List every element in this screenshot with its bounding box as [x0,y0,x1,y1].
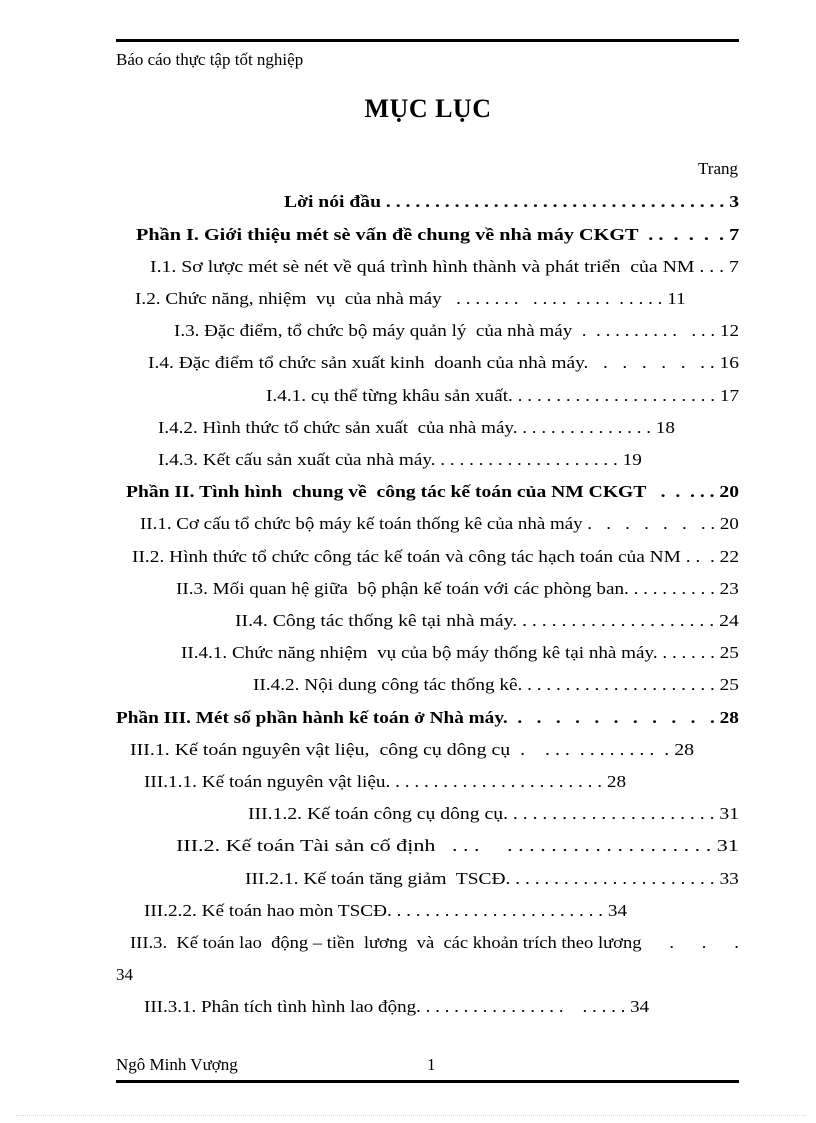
toc-entry[interactable]: III.1. Kế toán nguyên vật liệu, công cụ dông cụ . . . . . . . . . . . . . 28 [130,740,695,759]
toc-entry[interactable]: Phần II. Tình hình chung về công tác kế toán của NM CKGT . . . . . 20 [126,482,740,501]
toc-entry[interactable]: II.2. Hình thức tổ chức công tác kế toán và công tác hạch toán của NM . . . 22 [132,547,740,566]
page-boundary [16,1115,806,1116]
toc-entry[interactable]: II.3. Mối quan hệ giữa bộ phận kế toán với các phòng ban. . . . . . . . . . 23 [176,579,739,598]
toc-entry[interactable]: III.3.1. Phân tích tình hình lao động. . . . . . . . . . . . . . . . . . . . . 34 [144,997,650,1016]
header-rule [116,39,739,42]
toc-entry[interactable]: III.1.1. Kế toán nguyên vật liệu. . . . . . . . . . . . . . . . . . . . . . . 28 [144,772,627,791]
toc-entry[interactable]: Lời nói đầu . . . . . . . . . . . . . . . . . . . . . . . . . . . . . . . . . . . 3 [284,192,740,211]
page-title: MỤC LỤC [364,94,492,123]
toc-entry[interactable]: I.4.3. Kết cấu sản xuất của nhà máy. . . . . . . . . . . . . . . . . . . . 19 [158,450,642,469]
toc-entry[interactable]: III.2.1. Kế toán tăng giảm TSCĐ. . . . . . . . . . . . . . . . . . . . . . 33 [245,869,739,888]
toc-entry[interactable]: II.1. Cơ cấu tổ chức bộ máy kế toán thống kê của nhà máy . . . . . . . . 20 [140,514,739,533]
toc-entry[interactable]: Phần I. Giới thiệu mét sè vấn đề chung về nhà máy CKGT . . . . . . 7 [136,225,740,244]
toc-entry[interactable]: II.4.1. Chức năng nhiệm vụ của bộ máy thống kê tại nhà máy. . . . . . . 25 [181,643,739,662]
toc-entry[interactable]: I.4. Đặc điểm tổ chức sản xuất kinh doanh của nhà máy. . . . . . . . 16 [148,353,740,372]
toc-entry[interactable]: II.4.2. Nội dung công tác thống kê. . . . . . . . . . . . . . . . . . . . . 25 [253,675,739,694]
footer-page-number: 1 [427,1055,436,1074]
toc-entry[interactable]: III.2. Kế toán Tài sản cố định . . . . . . . . . . . . . . . . . . . . . . 31 [176,836,739,855]
toc-entry[interactable]: I.4.1. cụ thể từng khâu sản xuất. . . . . . . . . . . . . . . . . . . . . . 17 [266,386,740,405]
toc-entry[interactable]: I.4.2. Hình thức tổ chức sản xuất của nhà máy. . . . . . . . . . . . . . . 18 [158,418,675,437]
toc-entry[interactable]: I.1. Sơ lược mét sè nét về quá trình hình thành và phát triển của NM . . . 7 [150,257,739,276]
toc-entry[interactable]: Phần III. Mét số phần hành kế toán ở Nhà máy. . . . . . . . . . . . 28 [116,708,739,727]
toc-entry[interactable]: III.1.2. Kế toán công cụ dông cụ. . . . . . . . . . . . . . . . . . . . . . 31 [248,804,740,823]
toc-entry-page-wrap: 34 [116,965,133,984]
footer-rule [116,1080,739,1083]
running-header: Báo cáo thực tập tốt nghiệp [116,50,304,69]
toc-entry[interactable]: II.4. Công tác thống kê tại nhà máy. . . . . . . . . . . . . . . . . . . . . 24 [235,611,739,630]
footer-author: Ngô Minh Vượng [116,1055,238,1074]
page-column-label: Trang [698,159,738,178]
toc-entry[interactable]: I.2. Chức năng, nhiệm vụ của nhà máy . . . . . . . . . . . . . . . . . . . . 11 [135,289,686,308]
toc-entry[interactable]: I.3. Đặc điểm, tổ chức bộ máy quản lý của nhà máy . . . . . . . . . . . . . 12 [174,321,739,340]
toc-entry[interactable]: III.3. Kế toán lao động – tiền lương và các khoản trích theo lương . . . [130,933,739,952]
toc-entry[interactable]: III.2.2. Kế toán hao mòn TSCĐ. . . . . . . . . . . . . . . . . . . . . . . 34 [144,901,628,920]
